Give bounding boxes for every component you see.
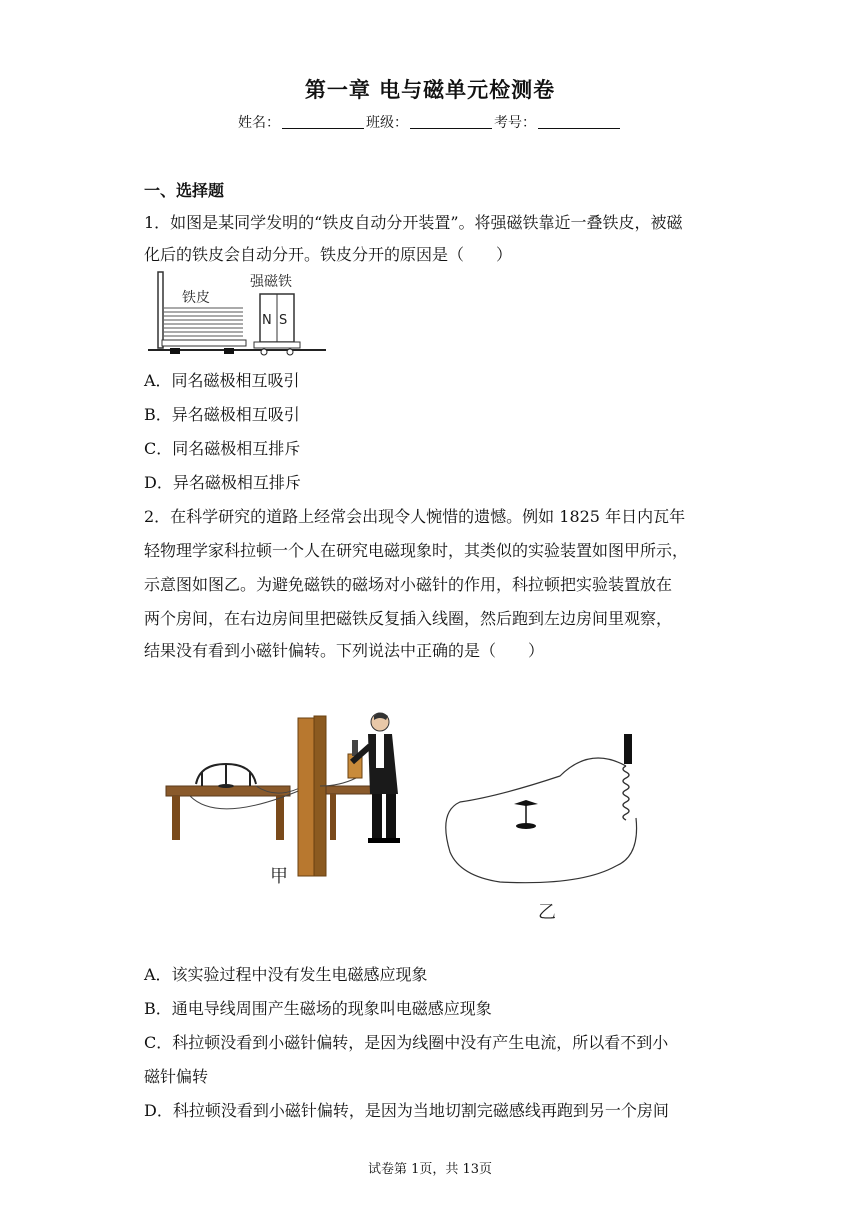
pole-n: N xyxy=(262,313,272,328)
q1-option-c: C．同名磁极相互排斥 xyxy=(144,439,301,458)
iron-label: 铁皮 xyxy=(182,290,210,306)
student-info xyxy=(0,112,860,132)
q2-option-c: C．科拉顿没看到小磁针偏转，是因为线圈中没有产生电流，所以看不到小 xyxy=(144,1033,669,1052)
name-blank[interactable] xyxy=(282,114,364,129)
q1-line: 化后的铁皮会自动分开。铁皮分开的原因是（ ） xyxy=(144,245,513,264)
figure-a-label: 甲 xyxy=(270,866,288,886)
q1-option-d: D．异名磁极相互排斥 xyxy=(144,473,301,492)
q2-option-a: A．该实验过程中没有发生电磁感应现象 xyxy=(144,965,428,984)
q2-line: 轻物理学家科拉顿一个人在研究电磁现象时，其类似的实验装置如图甲所示， xyxy=(144,541,689,560)
q2-line: 两个房间，在右边房间里把磁铁反复插入线圈，然后跑到左边房间里观察， xyxy=(144,609,673,628)
exam-label: 考号： xyxy=(494,115,536,131)
q2-line: 结果没有看到小磁针偏转。下列说法中正确的是（ ） xyxy=(144,641,545,660)
q2-line: 2．在科学研究的道路上经常会出现令人惋惜的遗憾。例如 1825 年日内瓦年 xyxy=(144,507,686,526)
q1-option-b: B．异名磁极相互吸引 xyxy=(144,405,300,424)
q2-option-d: D．科拉顿没看到小磁针偏转，是因为当地切割完磁感线再跑到另一个房间 xyxy=(144,1101,669,1120)
class-label: 班级： xyxy=(366,115,408,131)
class-blank[interactable] xyxy=(410,114,492,129)
q2-option-c-cont: 磁针偏转 xyxy=(144,1067,209,1086)
pole-s: S xyxy=(279,313,288,328)
exam-blank[interactable] xyxy=(538,114,620,129)
q2-line: 示意图如图乙。为避免磁铁的磁场对小磁针的作用，科拉顿把实验装置放在 xyxy=(144,575,673,594)
q2-figure-a xyxy=(160,706,420,886)
section-heading: 一、选择题 xyxy=(144,181,225,200)
page-title: 第一章 电与磁单元检测卷 xyxy=(304,77,556,102)
q1-line: 1．如图是某同学发明的“铁皮自动分开装置”。将强磁铁靠近一叠铁皮，被磁 xyxy=(144,213,683,232)
figure-b-label: 乙 xyxy=(538,902,556,923)
magnet-label: 强磁铁 xyxy=(250,274,292,290)
q2-figure-b xyxy=(440,726,660,926)
q2-option-b: B．通电导线周围产生磁场的现象叫电磁感应现象 xyxy=(144,999,492,1018)
name-label: 姓名： xyxy=(238,115,280,131)
q1-figure xyxy=(148,268,328,356)
q1-option-a: A．同名磁极相互吸引 xyxy=(144,371,300,390)
page-footer: 试卷第 1页，共 13页 xyxy=(367,1162,493,1177)
